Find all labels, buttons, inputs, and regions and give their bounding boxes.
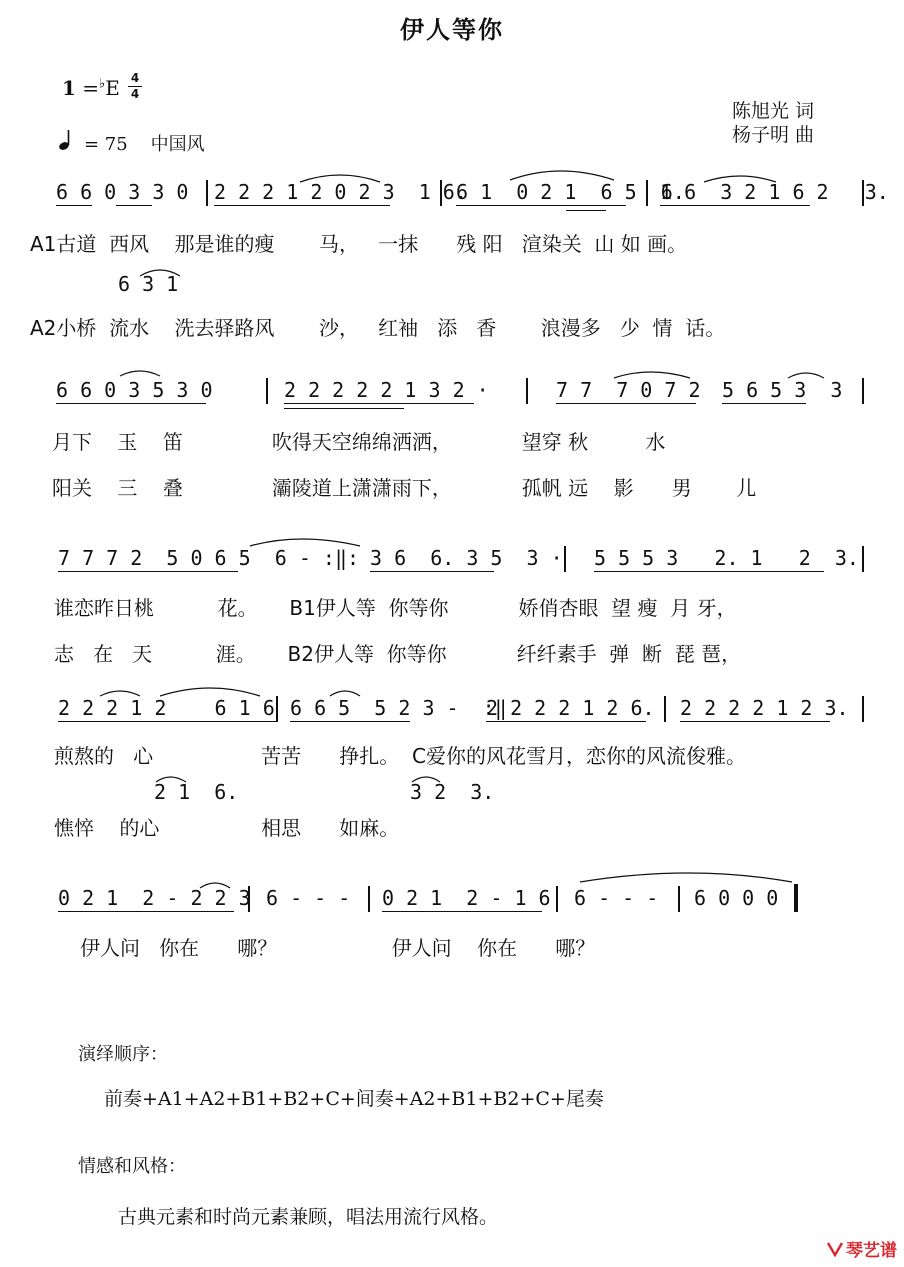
s1-lyric-verse-2: A2小桥 流水 洗去驿路风 沙， 红袖 添 香 浪漫多 少 情 话。 xyxy=(30,316,726,340)
style-heading: 情感和风格： xyxy=(78,1156,186,1177)
s4-measure-3: 2 2 2 2 1 2 6. xyxy=(486,696,655,720)
s2-measure-4: 5 6 5 3 3 xyxy=(722,378,843,402)
s2-lyric-verse-1: 月下 玉 笛 吹得天空绵绵洒洒， 望穿 秋 水 xyxy=(52,430,666,454)
s2-lyric-verse-2: 阳关 三 叠 灞陵道上潇潇雨下， 孤帆 远 影 男 儿 xyxy=(52,476,757,500)
key-eq: = xyxy=(82,76,100,100)
key-flat: ♭ xyxy=(99,76,106,92)
site-logo[interactable]: 琴艺谱 xyxy=(846,1241,897,1261)
page-title: 伊人等你 xyxy=(400,15,504,44)
composer-credit: 杨子明 曲 xyxy=(732,124,815,146)
s4-lyric-verse-1: 煎熬的 心 苦苦 挣扎。 C爱你的风花雪月，恋你的风流俊雅。 xyxy=(54,744,746,768)
s1-measure-2: 2 2 2 1 2 0 2 3 1 6. xyxy=(214,180,467,204)
s4-alt-notes-2: 3 2 3. xyxy=(410,780,495,804)
time-sig-top: 4 xyxy=(130,71,140,85)
order-text: 前奏+A1+A2+B1+B2+C+间奏+A2+B1+B2+C+尾奏 xyxy=(104,1088,604,1110)
s5-measure-3: 0 2 1 2 - 1 6 xyxy=(382,886,551,910)
key-note: E xyxy=(105,76,120,100)
time-sig-bottom: 4 xyxy=(130,87,140,101)
order-heading: 演绎顺序： xyxy=(78,1044,168,1065)
s1-alt-notes: 6 3 1 xyxy=(118,272,179,296)
lyricist-credit: 陈旭光 词 xyxy=(732,100,815,122)
s3-lyric-verse-2: 志 在 天 涯。 B2伊人等 你等你 纤纤素手 弹 断 琵 琶， xyxy=(54,642,742,666)
s4-measure-2: 6 6 5 5 2 3 - :‖ xyxy=(290,696,507,720)
s3-measure-3: 5 5 5 3 2. 1 2 3. xyxy=(594,546,859,570)
s5-measure-2: 6 - - - xyxy=(266,886,351,910)
s4-measure-4: 2 2 2 2 1 2 3. xyxy=(680,696,849,720)
s5-measure-4: 6 - - - xyxy=(574,886,659,910)
s1-lyric-verse-1: A1古道 西风 那是谁的瘦 马， 一抹 残 阳 渲染关 山 如 画。 xyxy=(30,232,688,256)
tempo-value: = 75 xyxy=(84,134,128,155)
piano-logo-icon xyxy=(826,1240,844,1258)
s5-measure-5: 6 0 0 0 xyxy=(694,886,779,910)
s4-lyric-verse-2: 憔悴 的心 相思 如麻。 xyxy=(54,816,400,840)
s2-measure-2: 2 2 2 2 2 1 3 2 · xyxy=(284,378,489,402)
s4-alt-notes-1: 2 1 6. xyxy=(154,780,239,804)
s3-lyric-verse-1: 谁恋昨日桃 花。 B1伊人等 你等你 娇俏杏眼 望 瘦 月 牙， xyxy=(54,596,737,620)
s3-measure-2: 3 6 6. 3 5 3 · xyxy=(370,546,563,570)
s2-measure-1: 6 6 0 3 5 3 0 xyxy=(56,378,213,402)
s5-measure-1: 0 2 1 2 - 2 2 3 xyxy=(58,886,251,910)
s3-measure-1: 7 7 7 2 5 0 6 5 6 - :‖: xyxy=(58,546,360,570)
s2-measure-3: 7 7 7 0 7 2 xyxy=(556,378,701,402)
s1-measure-4: 1 6 3 2 1 6 2 3. xyxy=(660,180,889,204)
style-text: 古典元素和时尚元素兼顾，唱法用流行风格。 xyxy=(118,1206,499,1228)
tempo-style: 中国风 xyxy=(150,134,205,155)
s5-lyric: 伊人问 你在 哪？ 伊人问 你在 哪？ xyxy=(80,936,596,960)
key-one: 1 xyxy=(62,76,76,100)
s1-measure-3: 6 1 0 2 1 6 5 6. xyxy=(456,180,685,204)
s4-measure-1: 2 2 2 1 2 6 1 6 xyxy=(58,696,275,720)
s1-measure-1: 6 6 0 3 3 0 xyxy=(56,180,189,204)
